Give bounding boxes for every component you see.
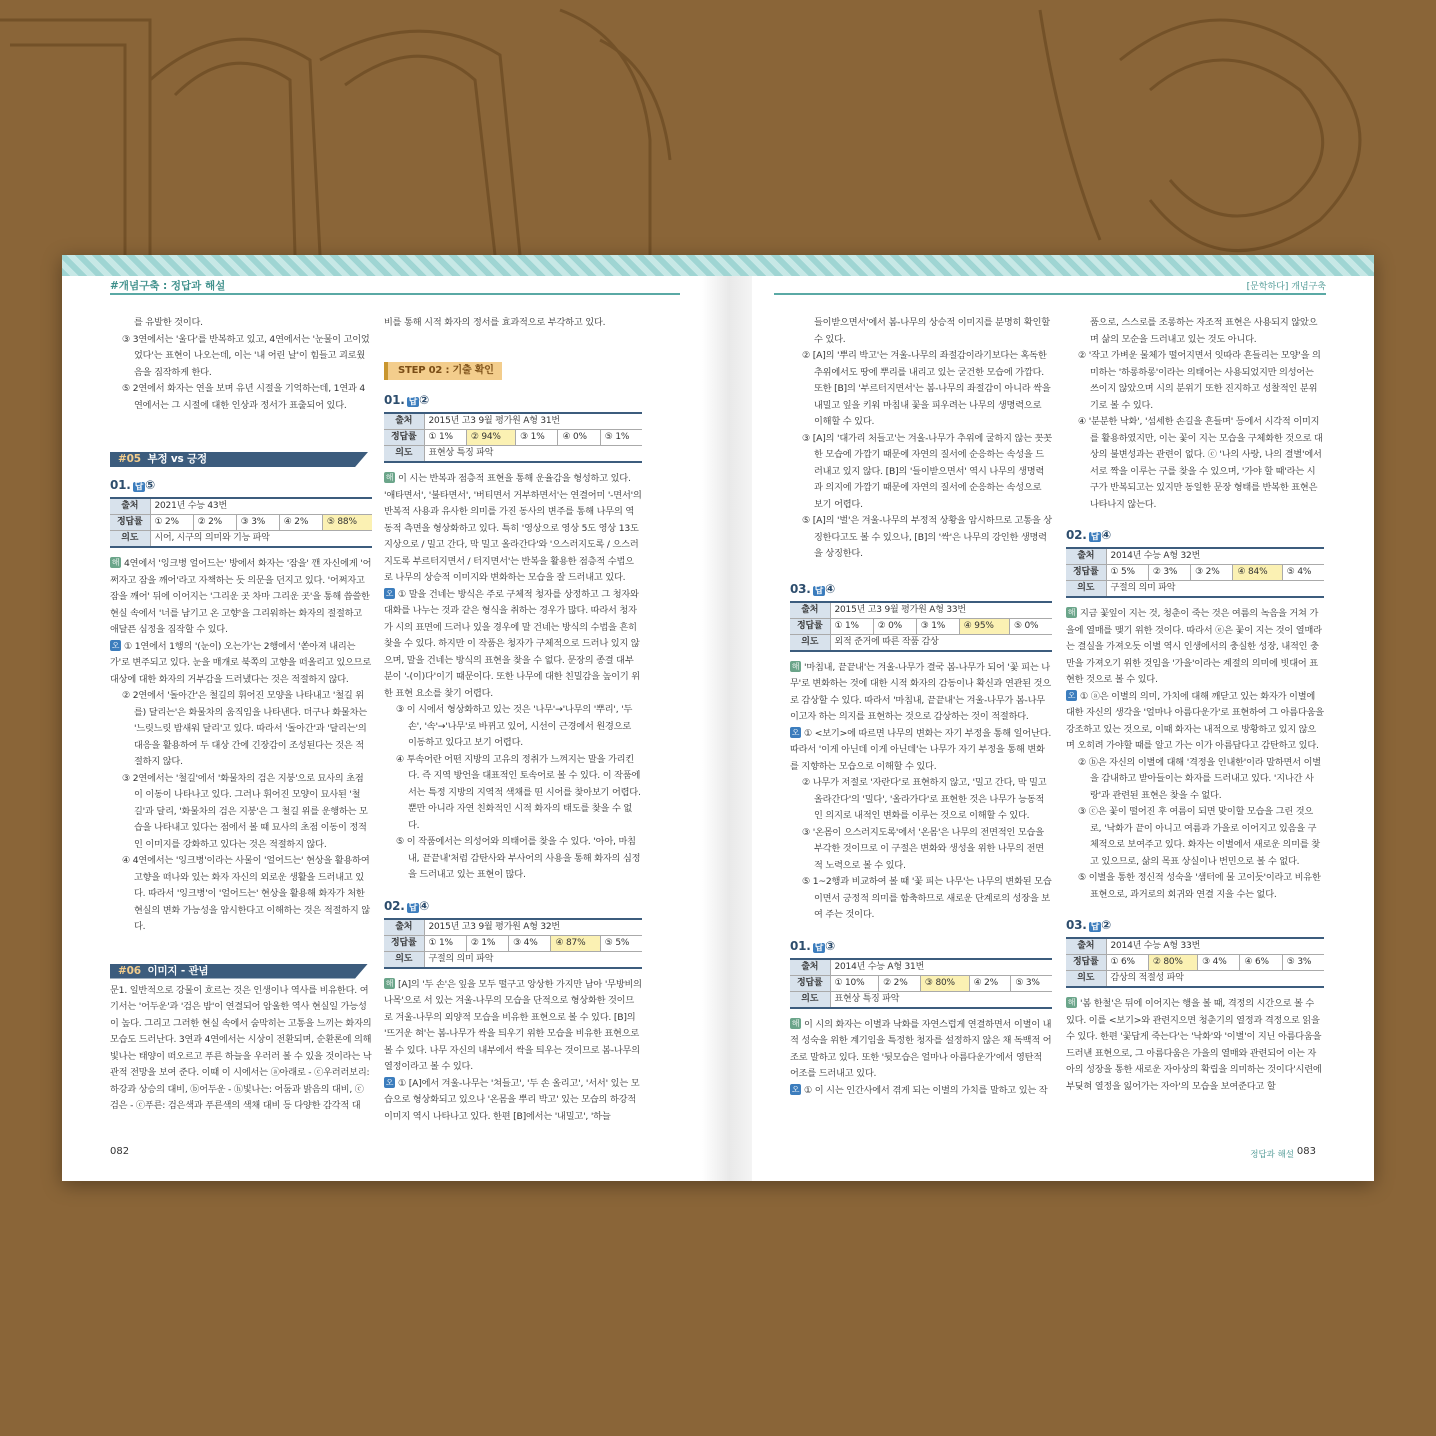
source-value: 2014년 수능 A형 31번 [830, 959, 1052, 976]
explanation-tag: 해 [1067, 608, 1076, 617]
source-value: 2015년 고3 9월 평가원 A형 32번 [424, 919, 642, 936]
paragraph: ② '작고 가벼운 물체가 떨어지면서 잇따라 흔들리는 모양'을 의미하는 '하롱하롱'이라는 의태어는 사용되었지만 의성어는 쓰이지 않았으며 시의 분위기 또한 진지하고 성찰적인 분위기로 볼 수 있다. [1078, 350, 1321, 411]
wrong-answer-text: ① [A]에서 겨울-나무는 '쳐들고', '두 손 올리고', '서서' 있는 모습으로 형상화되고 있으나 '온몸을 뿌리 박고' 있는 모습의 하강적 이미지 역시 나타나고 있다. 한편 [B]에서는 '내밀고', '하늘 [384, 1077, 640, 1122]
rate-cell-correct: ④ 87% [551, 935, 600, 951]
answer-value: ③ [825, 938, 836, 953]
book-spread [62, 255, 1374, 1181]
paragraph: ⑤ 1~2행과 비교하여 볼 때 '꽃 피는 나무'는 나무의 변화된 모습이면서 긍정적 의미를 함축하므로 새로운 단계로의 성장을 보여 주는 것이다. [802, 876, 1052, 920]
wrong-answer-tag: 오 [111, 640, 120, 650]
paragraph: ⑤ [A]의 '벌'은 겨울-나무의 부정적 상황을 암시하므로 고통을 상징한다고도 볼 수 있으나, [B]의 '싹'은 나무의 강인한 생명력을 상징한다. [802, 515, 1052, 559]
answer-tag: 답 [408, 902, 418, 913]
question-number: 03. [1066, 918, 1087, 932]
question-info-table [1066, 547, 1324, 598]
paragraph: 품으로, 스스로를 조롱하는 자조적 표현은 사용되지 않았으며 삶의 모순을 드러내고 있는 것도 아니다. [1090, 317, 1318, 345]
question-heading [790, 938, 1052, 956]
paragraph: 비를 통해 시적 화자의 정서를 효과적으로 부각하고 있다. [384, 317, 606, 328]
page-number-right: 083 [1296, 1146, 1316, 1157]
rate-cell-correct: ② 94% [466, 430, 515, 446]
column-2 [384, 315, 642, 1125]
explanation-text: 이 시는 반복과 점층적 표현을 통해 운율감을 형성하고 있다. '애타면서', '불타면서', '버티면서 거부하면서'는 연결어미 '-면서'의 반복적 사용과 유사한 의미를 가진 동사의 변주를 통해 나무의 역동적 측면을 형상화하고 있다. 특히 '영상으로 영상 5도 영상 13도 지상으로 / 밀고 간다, 막 밀고 올라간다'와 '으스러지도록 / 으스러지도록 부르터지면서 / 터지면서'는 반복을 활용한 점층적 수법으로 나무의 상승적 이미지와 변화하는 모습을 잘 드러내고 있다. [384, 473, 642, 583]
book-spine [702, 255, 752, 1181]
header-rule-left [110, 293, 680, 295]
paragraph: ④ 투속어란 어떤 지방의 고유의 정취가 느껴지는 말을 가리킨다. 즉 지역 방언을 대표적인 토속어로 볼 수 있다. 이 작품에서는 특정 지방의 지역적 색채를 띤 시어를 찾아보기 어렵다. 뿐만 아니라 자연 친화적인 시적 화자의 태도를 찾을 수 없다. [396, 753, 641, 831]
paragraph: 를 유발한 것이다. [134, 317, 203, 328]
source-header: 출처 [790, 959, 830, 976]
step-heading: STEP 02 : 기출 확인 [384, 362, 502, 381]
running-title-left: #개념구축 : 정답과 해설 [110, 280, 226, 292]
paragraph: ③ 2연에서는 '철길'에서 '화물차의 검은 지붕'으로 묘사의 초점이 이동이 나타나고 있다. 그러나 휘어진 모양이 묘사된 '철길'과 달리, '화물차의 검은 지붕'은 그 철길 위를 운행하는 모습을 나타내고 있다는 점에서 볼 때 묘사의 초점 이동이 정적인 이미지를 강화하고 있다는 것은 적절하지 않다. [122, 772, 368, 850]
paragraph: ⑤ 이별을 통한 정신적 성숙을 '샘터에 물 고이듯'이라고 비유한 표현으로, 과거로의 회귀와 연결 지을 수는 없다. [1078, 872, 1321, 900]
intent-header: 의도 [790, 634, 830, 651]
paragraph: ③ 이 시에서 형상화하고 있는 것은 '나무'→'나무의 '뿌리', '두 손', '속'→'나무'로 바뀌고 있어, 시선이 근경에서 원경으로 이동하고 있다고 보기 어렵다. [396, 704, 633, 748]
source-header: 출처 [384, 919, 424, 936]
explanation-tag: 해 [791, 1018, 800, 1028]
column-1 [110, 315, 372, 1115]
question-number: 02. [1066, 528, 1087, 542]
intent-value: 시어, 시구의 의미와 기능 파악 [150, 531, 372, 548]
section-title: 이미지 - 관념 [147, 964, 209, 977]
wrong-answer-text: ① 1연에서 1행의 '(눈이) 오는가'는 2행에서 '쏟아져 내리는가'로 변주되고 있다. 눈을 매개로 북쪽의 고향을 떠올리고 있으므로 대상에 대한 화자의 거부감을 드러냈다는 것은 적절하지 않다. [110, 640, 372, 685]
paragraph: 들이받으면서'에서 봄-나무의 상승적 이미지를 분명히 확인할 수 있다. [814, 317, 1050, 345]
answer-value: ④ [825, 581, 836, 596]
rate-cell-correct: ④ 95% [959, 618, 1009, 634]
rate-cell-correct: ③ 80% [920, 975, 969, 991]
source-value: 2015년 고3 9월 평가원 A형 33번 [830, 602, 1052, 619]
header-pattern-band [62, 255, 1374, 276]
section-header-06 [110, 964, 372, 979]
explanation-text: 이 시의 화자는 이별과 낙화를 자연스럽게 연결하면서 이별이 내적 성숙을 위한 계기임을 특정한 청자를 설정하지 않은 채 독백적 어조로 말하고 있다. 또한 '뒷모습은 얼마나 아름다운가'에서 영탄적 어조를 드러내고 있다. [790, 1018, 1052, 1079]
paragraph: ② ⓑ은 자신의 이별에 대해 '격정을 인내한'이라 말하면서 이별을 감내하고 받아들이는 화자를 드러내고 있다. '지나간 사랑'과 관련된 표현은 찾을 수 없다. [1078, 756, 1321, 801]
paragraph: ③ '온몸이 으스러지도록'에서 '온몸'은 나무의 전면적인 모습을 부각한 것이므로 이 구절은 변화와 생성을 위한 나무의 전면적 노력으로 볼 수 있다. [802, 826, 1044, 871]
explanation-tag: 해 [385, 473, 394, 482]
intent-header: 의도 [1066, 581, 1106, 598]
rate-header: 정답률 [790, 975, 830, 991]
rate-header: 정답률 [1066, 955, 1106, 971]
intent-header: 의도 [790, 991, 830, 1008]
rate-cell: ② 2% [879, 975, 921, 991]
explanation-tag: 해 [111, 558, 120, 567]
rate-cell: ③ 3% [236, 515, 279, 531]
rate-cell: ⑤ 1% [600, 430, 642, 446]
rate-header: 정답률 [110, 515, 150, 531]
intent-header: 의도 [1066, 971, 1106, 988]
question-info-table [1066, 937, 1324, 988]
question-number: 01. [790, 938, 811, 953]
answer-tag: 답 [814, 585, 824, 596]
wrong-answer-text: ① 말을 건네는 방식은 주로 구체적 청자를 상정하고 그 청자와 대화를 나누는 것과 같은 형식을 취하는 경우가 많다. 따라서 청자가 시의 표면에 드러나 있을 경우에 말 건네는 방식의 수법을 흔히 찾을 수 있다. 하지만 이 작품은 청자가 구체적으로 드러나 있지 않으며, 말을 건네는 방식의 표현을 찾을 수 없다. 문장의 종결 대부분이 '-(이)다'이기 때문이다. 또한 나무에 대한 친밀감을 높이기 위한 표현 요소를 찾기 어렵다. [384, 588, 640, 699]
wrong-answer-tag: 오 [385, 1077, 394, 1087]
question-info-table [110, 497, 372, 548]
question-number: 02. [384, 898, 405, 913]
rate-header: 정답률 [1066, 565, 1106, 581]
page-number-left: 082 [110, 1146, 130, 1157]
intent-value: 구절의 의미 파악 [424, 951, 642, 968]
answer-value: ⑤ [145, 478, 156, 492]
rate-cell: ③ 1% [916, 618, 959, 634]
rate-cell: ⑤ 0% [1010, 618, 1053, 634]
rate-cell: ① 1% [424, 935, 466, 951]
rate-cell: ② 1% [466, 935, 508, 951]
paragraph: 문1. 일반적으로 강물이 흐르는 것은 인생이나 역사를 비유한다. 여기서는 '어두운'과 '검은 밤'이 연결되어 암울한 역사 현실일 가능성이 높다. 그리고 그러한 현실 속에서 숨막히는 고통을 느끼는 화자의 모습도 드러난다. 3연과 4연에서는 시상이 전환되며, 순환론에 의해 빛나는 태양이 떠오르고 푸른 하늘을 우러러 볼 수 있을 것이라는 낙관적 전망을 보여 준다. 이때 이 시에서는 ⓐ아래로 - ⓒ우러러보리: 하강과 상승의 대비, ⓑ어두운 - ⓗ빛나는: 어둠과 밝음의 대비, ⓒ검은 - ⓒ푸른: 검은색과 푸른색의 색채 대비 등 다양한 감각적 대 [110, 984, 372, 1111]
rate-header: 정답률 [384, 935, 424, 951]
question-heading [1066, 917, 1324, 935]
rate-cell: ⑤ 3% [1011, 975, 1052, 991]
rate-cell: ④ 6% [1240, 955, 1282, 971]
rate-cell: ③ 2% [1191, 565, 1233, 581]
question-info-table [384, 412, 642, 463]
explanation-text: 4연에서 '잉크병 얼어드는' 방에서 화자는 '잠을' 깬 자신에게 '어쩌자고 잠을 깨어'라고 자책하는 듯 의문을 던지고 있다. '어쩌자고 잠을 깨어' 뒤에 이어지는 '그리운 곳 차마 그리운 곳'을 통해 씁쓸한 현실 속에서 '너를 남기고 온 고향'을 그리워하는 화자의 절절하고 애달픈 심정을 짐작할 수 있다. [110, 558, 372, 635]
answer-tag: 답 [1090, 532, 1100, 542]
explanation-text: '봄 한철'은 뒤에 이어지는 행을 볼 때, 격정의 시간으로 볼 수 있다. 이를 <보기>와 관련지으면 청춘기의 열정과 격정으로 읽을 수 있다. 한편 '꽃답게 죽는다'는 '낙화'와 '이별'이 지닌 아름다움을 드러낸 표현으로, 그 아름다움은 가을의 열매와 관련되어 이는 자아의 성장을 통한 새로운 자아상의 확립을 의미하는 것이다'시련에 부딪혀 열정을 잃어가는 자아'의 모습을 보여준다고 할 [1066, 998, 1322, 1092]
paragraph: ③ ⓒ은 꽃이 떨어진 후 여름이 되면 맞이할 모습을 그린 것으로, '낙화가 끝이 아니고 여름과 가을로 이어지고 있음을 구체적으로 보여주고 있다. 화자는 이별에서 새로운 의미를 찾고 있으므로, 삶의 목표 상실이나 번민으로 볼 수 없다. [1078, 806, 1320, 867]
answer-tag: 답 [408, 397, 418, 407]
rate-cell: ② 0% [873, 618, 916, 634]
wrong-answer-text: ① 이 시는 인간사에서 겪게 되는 이별의 가치를 말하고 있는 작 [804, 1084, 1048, 1096]
intent-header: 의도 [384, 951, 424, 968]
source-value: 2015년 고3 9월 평가원 A형 31번 [424, 413, 642, 430]
rate-cell: ② 2% [193, 515, 236, 531]
question-heading [384, 392, 642, 410]
section-header-05 [110, 452, 372, 467]
source-value: 2014년 수능 A형 33번 [1106, 938, 1324, 955]
intent-header: 의도 [110, 531, 150, 548]
running-title-right: [문학하다] 개념구축 [1246, 282, 1326, 292]
explanation-tag: 해 [385, 978, 394, 988]
question-info-table [790, 958, 1052, 1009]
source-value: 2014년 수능 A형 32번 [1106, 548, 1324, 565]
source-header: 출처 [1066, 548, 1106, 565]
rate-cell: ④ 2% [969, 975, 1011, 991]
rate-header: 정답률 [790, 618, 830, 634]
question-heading [110, 477, 372, 495]
rate-cell: ⑤ 5% [600, 935, 642, 951]
rate-header: 정답률 [384, 430, 424, 446]
rate-cell-correct: ④ 84% [1233, 565, 1282, 581]
column-4 [1066, 315, 1324, 1095]
explanation-text: '마침내, 끝끝내'는 겨울-나무가 결국 봄-나무가 되어 '꽃 피는 나무'로 변화하는 것에 대한 시적 화자의 감동이나 확신과 연관된 것으로 감상할 수 있다. 따라서 '마침내, 끝끝내'는 겨울-나무가 봄-나무이고자 하는 의지를 표현하는 것으로 감상하는 것이 적절하다. [790, 661, 1052, 722]
answer-tag: 답 [814, 942, 824, 953]
rate-cell-correct: ⑤ 88% [322, 515, 372, 531]
wrong-answer-tag: 오 [791, 1084, 800, 1094]
rate-cell: ① 10% [830, 975, 879, 991]
wrong-answer-tag: 오 [385, 588, 394, 598]
answer-value: ④ [419, 898, 430, 913]
rate-cell: ① 6% [1106, 955, 1148, 971]
question-info-table [790, 601, 1052, 652]
intent-value: 외적 준거에 따른 작품 감상 [830, 634, 1052, 651]
source-header: 출처 [1066, 938, 1106, 955]
rate-cell: ⑤ 3% [1282, 955, 1324, 971]
paragraph: ② 나무가 저절로 '자란다'로 표현하지 않고, '밀고 간다, 막 밀고 올라간다'의 '밀다', '올라가다'로 표현한 것은 나무가 능동적인 의지로 내적인 변화를 이루는 것으로 이해할 수 있다. [802, 777, 1047, 821]
column-3 [790, 315, 1052, 1099]
wrong-answer-text: ① ⓐ은 이별의 의미, 가치에 대해 깨닫고 있는 화자가 이별에 대한 자신의 생각을 '얼마나 아름다운가'로 표현하여 그 아름다움을 강조하고 있는 것으로, 이때 화자는 내적으로 방황하고 있지 않으며 오히려 가야할 때를 알고 가는 이가 아름답다고 감탄하고 있다. [1066, 690, 1324, 751]
question-info-table [384, 918, 642, 969]
explanation-tag: 해 [1067, 998, 1076, 1007]
paragraph: ④ 4연에서는 '잉크병'이라는 사물이 '얼어드는' 현상을 활용하여 고향을 떠나와 있는 화자 자신의 외로운 생활을 드러내고 있다. 따라서 '잉크병'이 '얼어드는' 현상을 활용해 화자가 처한 현실의 변화 가능성을 암시한다고 이해하는 것은 적절하지 않다. [122, 855, 370, 932]
wrong-answer-tag: 오 [791, 727, 800, 737]
source-header: 출처 [790, 602, 830, 619]
footer-label-right: 정답과 해설 [1250, 1150, 1294, 1160]
paragraph: ④ '분분한 낙화', '섬세한 손길을 흔들며' 등에서 시각적 이미지를 활용하였지만, 이는 꽃이 지는 모습을 구체화한 것으로 대상의 불변성과는 관련이 없다. ⓒ '나의 사랑, 나의 결별'에서 서로 짝을 이루는 구를 찾을 수 있으며, '가야 할 때'라는 시구가 반복되고는 있지만 동일한 문장 형태를 반복한 표현은 나타나지 않는다. [1078, 416, 1323, 510]
question-heading [384, 898, 642, 916]
intent-value: 표현상 특징 파악 [830, 991, 1052, 1008]
wrong-answer-text: ① <보기>에 따르면 나무의 변화는 자기 부정을 통해 일어난다. 따라서 '이게 아닌데 이게 아닌데'는 나무가 자기 부정을 통해 변화를 지향하는 모습으로 이해할 수 있다. [790, 727, 1052, 772]
explanation-tag: 해 [791, 661, 800, 671]
explanation-text: 지금 꽃잎이 지는 것, 청춘이 죽는 것은 여름의 녹음을 거쳐 가을에 열매를 맺기 위한 것이다. 따라서 ⓔ은 꽃이 지는 것이 열매라는 결실을 가져오듯 이별 역시 인생에서의 충실한 성장, 내적인 충만을 가져오기 위한 것임을 '가을'이라는 계절의 의미에 빗대어 표현한 것으로 볼 수 있다. [1066, 608, 1322, 685]
intent-value: 감상의 적절성 파악 [1106, 971, 1324, 988]
rate-cell: ① 5% [1106, 565, 1148, 581]
answer-value: ④ [1101, 528, 1112, 542]
background-letter-decoration [0, 0, 1436, 260]
question-heading [1066, 527, 1324, 545]
rate-cell: ① 1% [830, 618, 873, 634]
source-header: 출처 [384, 413, 424, 430]
rate-cell: ④ 2% [279, 515, 322, 531]
paragraph: ⑤ 2연에서 화자는 연을 보며 유년 시절을 기억하는데, 1연과 4연에서는 그 시절에 대한 인상과 정서가 표출되어 있다. [122, 383, 366, 411]
rate-cell: ④ 0% [558, 430, 600, 446]
answer-value: ② [1101, 918, 1112, 932]
paragraph: ③ [A]의 '대가리 처들고'는 겨울-나무가 추위에 굴하지 않는 꼿꼿한 모습에 가깝기 때문에 자연의 질서에 순응하는 속성을 드러내고 있지 않다. [B]의 '들이받으면서' 역시 나무의 생명력과 의지에 가깝기 때문에 자연의 질서에 순응하는 속성으로 보기 어렵다. [802, 432, 1052, 510]
paragraph: ② [A]의 '뿌리 박고'는 겨울-나무의 좌절감이라기보다는 혹독한 추위에서도 땅에 뿌리를 내리고 있는 굳건한 모습에 가깝다. 또한 [B]의 '부르터지면서'는 봄-나무의 좌절감이 아니라 싹을 내밀고 잎을 키워 마침내 꽃을 피우려는 나무의 생명력으로 이해할 수 있다. [802, 350, 1051, 427]
answer-tag: 답 [134, 482, 144, 492]
explanation-text: [A]의 '두 손'은 잎을 모두 떨구고 앙상한 가지만 남아 '무방비의 나목'으로 서 있는 겨울-나무의 모습을 단적으로 형상화한 것이므로 겨울-나무의 외양적 모습을 비유한 표현으로 볼 수 있다. [B]의 '뜨거운 혀'는 봄-나무가 싹을 틔우기 위한 모습을 비유한 표현으로 볼 수 있다. 나무 자신의 내부에서 싹을 틔우는 것이므로 봄-나무의 열정이라고 볼 수 있다. [384, 978, 642, 1072]
paragraph: ③ 3연에서는 '울다'를 반복하고 있고, 4연에서는 '눈물이 고이었었다'는 표현이 나오는데, 이는 '내 어린 날'이 힘들고 괴로웠음을 짐작하게 한다. [122, 333, 370, 378]
rate-cell: ⑤ 4% [1282, 565, 1324, 581]
question-heading [790, 581, 1052, 599]
source-value: 2021년 수능 43번 [150, 498, 372, 515]
question-number: 01. [384, 393, 405, 407]
section-title: 부정 vs 긍정 [147, 453, 207, 465]
rate-cell-correct: ② 80% [1148, 955, 1197, 971]
rate-cell: ① 2% [150, 515, 193, 531]
wrong-answer-tag: 오 [1067, 690, 1076, 700]
header-rule-right [774, 293, 1326, 295]
rate-cell: ① 1% [424, 430, 466, 446]
question-number: 03. [790, 581, 811, 596]
intent-header: 의도 [384, 446, 424, 463]
intent-value: 구절의 의미 파악 [1106, 581, 1324, 598]
source-header: 출처 [110, 498, 150, 515]
answer-tag: 답 [1090, 922, 1100, 932]
rate-cell: ③ 4% [1198, 955, 1240, 971]
paragraph: ⑤ 이 작품에서는 의성어와 의태어를 찾을 수 있다. '아아, 마침내, 끝끝내'처럼 감탄사와 부사어의 사용을 통해 화자의 심정을 드러내고 있는 표현이 많다. [396, 836, 641, 880]
question-number: 01. [110, 478, 131, 492]
paragraph: ② 2연에서 '돌아간'은 철길의 휘어진 모양을 나타내고 '철길 위를) 달리는'은 화물차의 움직임을 나타낸다. 더구나 화물차는 '느릿느릿 밤새워 달리'고 있다. 따라서 '돌아간'과 '달리는'의 대응을 활용하여 두 대상 간에 긴장감이 조성된다는 것은 적절하지 않다. [122, 690, 367, 767]
rate-cell: ③ 1% [516, 430, 558, 446]
intent-value: 표현상 특징 파악 [424, 446, 642, 463]
rate-cell: ③ 4% [509, 935, 551, 951]
rate-cell: ② 3% [1148, 565, 1190, 581]
section-number: #05 [118, 453, 141, 465]
section-number: #06 [118, 964, 141, 977]
answer-value: ② [419, 393, 430, 407]
